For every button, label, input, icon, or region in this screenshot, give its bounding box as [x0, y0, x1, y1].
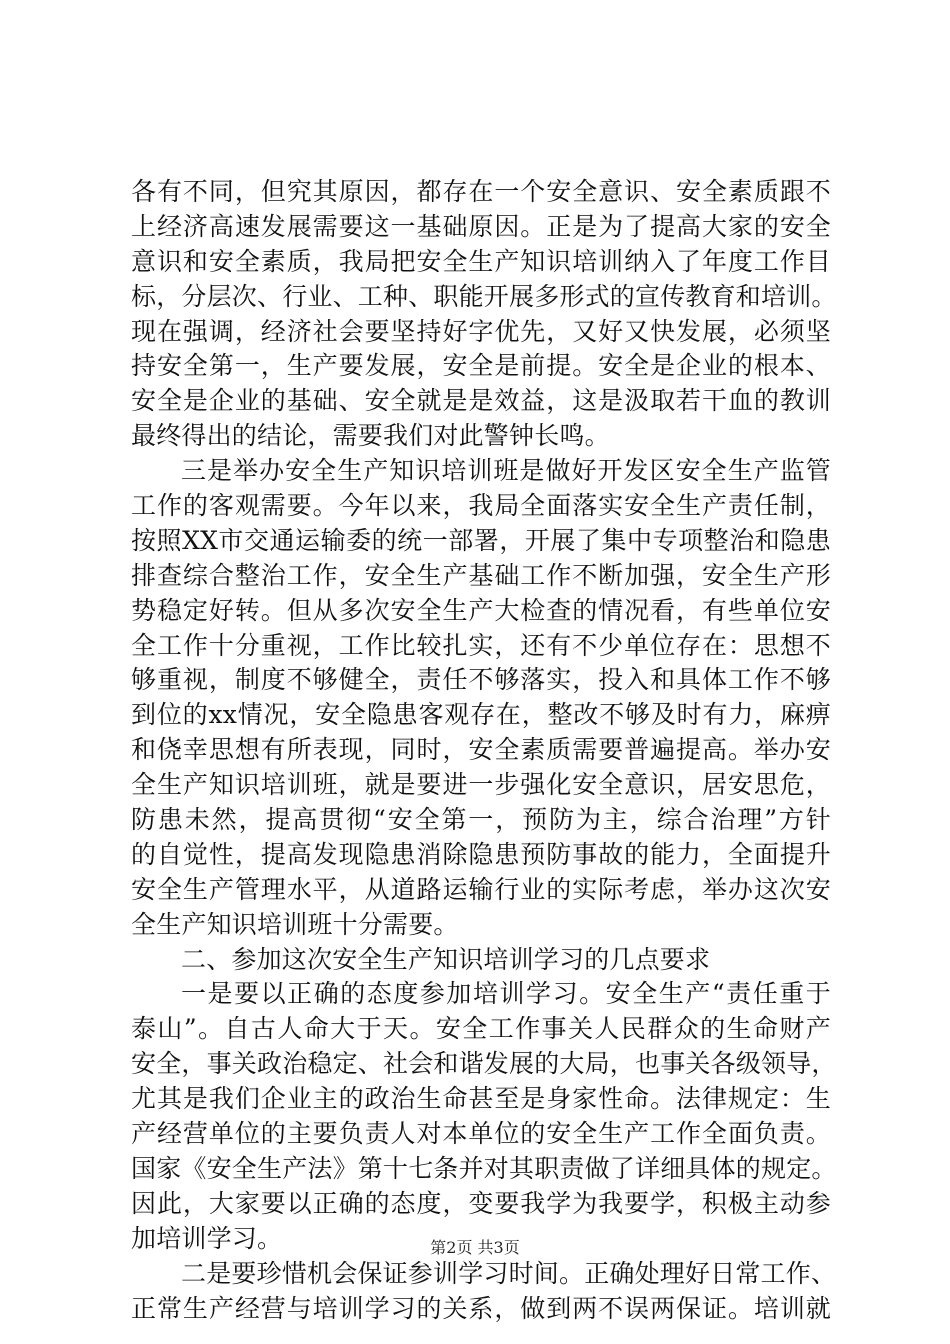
text-line: 全工作十分重视，工作比较扎实，还有不少单位存在：思想不 — [131, 630, 831, 660]
text-line: 产经营单位的主要负责人对本单位的安全生产工作全面负责。 — [131, 1119, 831, 1149]
text-line: 各有不同，但究其原因，都存在一个安全意识、安全素质跟不 — [131, 177, 831, 206]
text-line: 国家《安全生产法》第十七条并对其职责做了详细具体的规定。 — [131, 1153, 837, 1183]
text-line: 尤其是我们企业主的政治生命甚至是身家性命。法律规定：生 — [131, 1084, 831, 1114]
text-line: 意识和安全素质，我局把安全生产知识培训纳入了年度工作目 — [131, 246, 831, 276]
text-line: 安全生产管理水平，从道路运输行业的实际考虑，举办这次安 — [131, 874, 831, 904]
text-line: 二是要珍惜机会保证参训学习时间。正确处理好日常工作、 — [181, 1258, 837, 1288]
text-line: 防患未然，提高贯彻“安全第一，预防为主，综合治理”方针 — [131, 805, 831, 835]
text-line: 够重视，制度不够健全，责任不够落实，投入和具体工作不够 — [131, 665, 831, 695]
text-line: 排查综合整治工作，安全生产基础工作不断加强，安全生产形 — [131, 560, 831, 590]
text-line: 全生产知识培训班，就是要进一步强化安全意识，居安思危， — [131, 770, 831, 800]
text-line: 加培训学习。 — [131, 1223, 283, 1253]
text-line: 上经济高速发展需要这一基础原因。正是为了提高大家的安全 — [131, 211, 831, 241]
text-line: 标，分层次、行业、工种、职能开展多形式的宣传教育和培训。 — [131, 281, 837, 311]
text-line: 因此，大家要以正确的态度，变要我学为我要学，积极主动参 — [131, 1188, 831, 1218]
text-line: 现在强调，经济社会要坚持好字优先，又好又快发展，必须坚 — [131, 316, 831, 346]
text-line: 正常生产经营与培训学习的关系，做到两不误两保证。培训就 — [131, 1293, 831, 1323]
text-line: 和侥幸思想有所表现，同时，安全素质需要普遍提高。举办安 — [131, 735, 831, 765]
text-line: 泰山”。自古人命大于天。安全工作事关人民群众的生命财产 — [131, 1014, 831, 1044]
text-line: 势稳定好转。但从多次安全生产大检查的情况看，有些单位安 — [131, 595, 831, 625]
text-line: 持安全第一，生产要发展，安全是前提。安全是企业的根本、 — [131, 351, 831, 381]
text-line: 安全是企业的基础、安全就是是效益，这是汲取若干血的教训 — [131, 386, 831, 416]
text-line: 到位的xx情况，安全隐患客观存在，整改不够及时有力，麻痹 — [131, 700, 831, 730]
text-line: 二、参加这次安全生产知识培训学习的几点要求 — [181, 944, 711, 974]
text-line: 安全，事关政治稳定、社会和谐发展的大局，也事关各级领导， — [131, 1049, 837, 1079]
text-line: 全生产知识培训班十分需要。 — [131, 909, 459, 939]
text-line: 一是要以正确的态度参加培训学习。安全生产“责任重于 — [181, 979, 831, 1009]
text-line: 最终得出的结论，需要我们对此警钟长鸣。 — [131, 421, 610, 451]
text-line: 按照XX市交通运输委的统一部署，开展了集中专项整治和隐患 — [131, 525, 831, 555]
text-line: 的自觉性，提高发现隐患消除隐患预防事故的能力，全面提升 — [131, 839, 831, 869]
page-footer: 第2页 共3页 — [430, 1238, 520, 1257]
text-line: 工作的客观需要。今年以来，我局全面落实安全生产责任制， — [131, 491, 831, 521]
text-line: 三是举办安全生产知识培训班是做好开发区安全生产监管 — [181, 456, 831, 486]
document-body — [131, 175, 837, 1326]
